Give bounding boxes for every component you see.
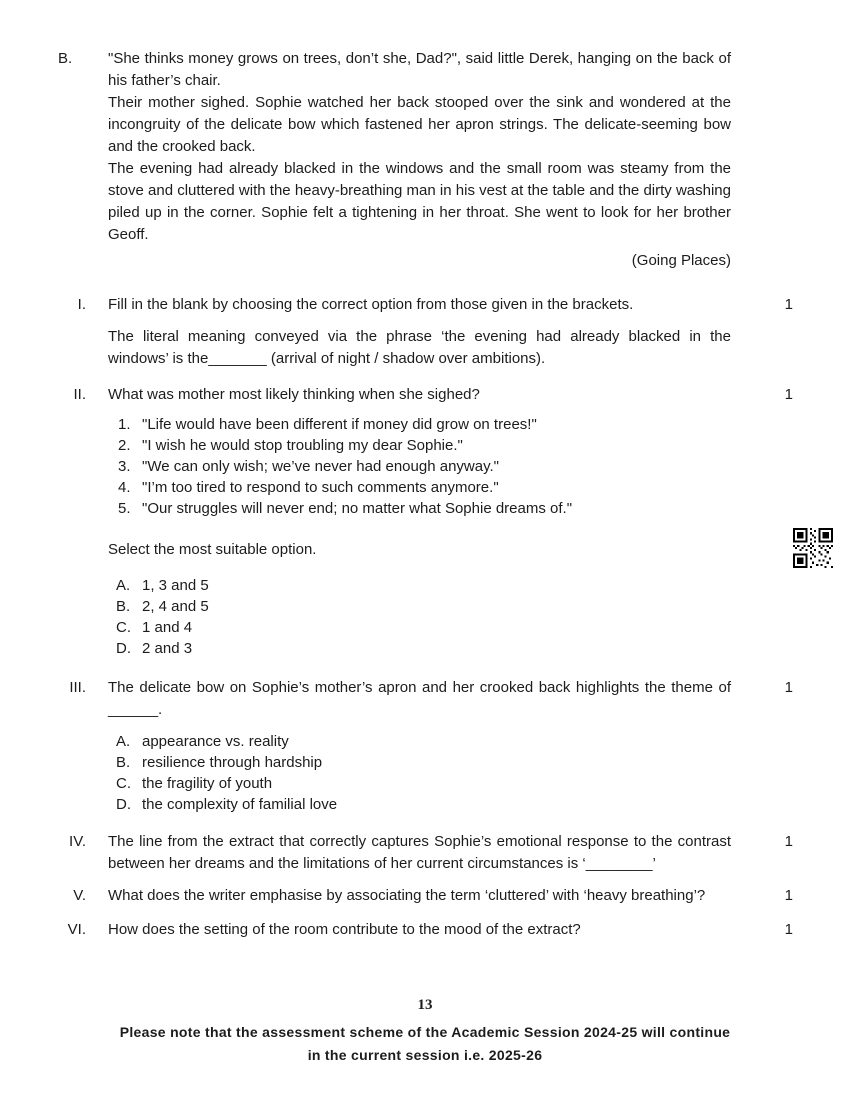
question-VI bbox=[58, 919, 793, 941]
extract-source: (Going Places) bbox=[631, 252, 731, 269]
option-letter: B. bbox=[116, 754, 131, 771]
question-VI-marks: 1 bbox=[784, 921, 793, 938]
option-text: 2, 4 and 5 bbox=[142, 598, 209, 615]
statement-number: 3. bbox=[118, 458, 131, 475]
question-II-number: II. bbox=[73, 386, 86, 403]
option-letter: C. bbox=[116, 775, 131, 792]
statement-text: "We can only wish; we’ve never had enough anyway." bbox=[142, 458, 499, 475]
statement-item bbox=[118, 477, 731, 498]
option-letter: A. bbox=[116, 733, 131, 750]
question-III-options bbox=[108, 731, 731, 815]
option-letter: B. bbox=[116, 598, 131, 615]
question-I bbox=[58, 294, 793, 370]
option-text: resilience through hardship bbox=[142, 754, 323, 771]
option-text: the complexity of familial love bbox=[142, 796, 338, 813]
question-IV bbox=[58, 831, 793, 875]
question-IV-marks: 1 bbox=[784, 833, 793, 850]
option-text: appearance vs. reality bbox=[142, 733, 289, 750]
question-II-statements bbox=[108, 414, 731, 519]
statement-item bbox=[118, 414, 731, 435]
statement-item bbox=[118, 498, 731, 519]
qr-code bbox=[793, 528, 833, 568]
assessment-note-line-1: Please note that the assessment scheme of the Academic Session 2024-25 will continue bbox=[119, 1024, 731, 1040]
question-I-number: I. bbox=[77, 296, 86, 313]
option-letter: C. bbox=[116, 619, 131, 636]
statement-number: 1. bbox=[118, 416, 131, 433]
question-I-marks: 1 bbox=[784, 296, 793, 313]
option-text: 1 and 4 bbox=[142, 619, 193, 636]
question-IV-number: IV. bbox=[69, 833, 86, 850]
option-item bbox=[116, 773, 731, 794]
extract-label: B. bbox=[58, 50, 73, 67]
statement-text: "I wish he would stop troubling my dear Sophie." bbox=[142, 437, 463, 454]
question-V-marks: 1 bbox=[784, 887, 793, 904]
extract-text bbox=[108, 48, 731, 272]
option-letter: A. bbox=[116, 577, 131, 594]
assessment-note-line-2: in the current session i.e. 2025-26 bbox=[307, 1047, 543, 1063]
option-item bbox=[116, 752, 731, 773]
question-II-select-label: Select the most suitable option. bbox=[108, 541, 317, 558]
statement-text: "I’m too tired to respond to such comments anymore." bbox=[142, 479, 499, 496]
question-I-body: The literal meaning conveyed via the phrase ‘the evening had already blacked in the windows’ is the_______ (arrival of night / shadow over ambitions). bbox=[108, 328, 731, 367]
question-VI-prompt: How does the setting of the room contribute to the mood of the extract? bbox=[108, 921, 581, 938]
option-letter: D. bbox=[116, 796, 131, 813]
option-text: 1, 3 and 5 bbox=[142, 577, 209, 594]
question-II-marks: 1 bbox=[784, 386, 793, 403]
assessment-note bbox=[0, 1021, 850, 1067]
option-item bbox=[116, 638, 731, 659]
question-I-prompt: Fill in the blank by choosing the correct option from those given in the brackets. bbox=[108, 296, 634, 313]
question-V-number: V. bbox=[73, 887, 86, 904]
page-number: 13 bbox=[417, 997, 433, 1013]
question-II-options bbox=[108, 575, 731, 659]
option-text: the fragility of youth bbox=[142, 775, 273, 792]
question-III-number: III. bbox=[69, 679, 86, 696]
question-VI-number: VI. bbox=[67, 921, 86, 938]
question-V-prompt: What does the writer emphasise by associating the term ‘cluttered’ with ‘heavy breathing’? bbox=[108, 887, 706, 904]
question-III-prompt: The delicate bow on Sophie’s mother’s apron and her crooked back highlights the theme of ______. bbox=[108, 679, 731, 718]
extract-paragraph-2: Their mother sighed. Sophie watched her back stooped over the sink and wondered at the incongruity of the delicate bow which fastened her apron strings. The delicate-seeming bow and the crooked back. bbox=[108, 94, 731, 155]
option-letter: D. bbox=[116, 640, 131, 657]
option-item bbox=[116, 575, 731, 596]
statement-text: "Our struggles will never end; no matter what Sophie dreams of." bbox=[142, 500, 573, 517]
extract-paragraph-1: "She thinks money grows on trees, don’t she, Dad?", said little Derek, hanging on the back of his father’s chair. bbox=[108, 50, 731, 89]
option-item bbox=[116, 794, 731, 815]
option-item bbox=[116, 731, 731, 752]
option-item bbox=[116, 596, 731, 617]
question-III-marks: 1 bbox=[784, 679, 793, 696]
statement-number: 5. bbox=[118, 500, 131, 517]
statement-text: "Life would have been different if money did grow on trees!" bbox=[142, 416, 537, 433]
extract-paragraph-3: The evening had already blacked in the windows and the small room was steamy from the stove and cluttered with the heavy-breathing man in his vest at the table and the dirty washing piled up in the corner. Sophie felt a tightening in her throat. She went to look for her brother Geoff. bbox=[108, 160, 731, 243]
extract-section bbox=[58, 48, 793, 272]
statement-item bbox=[118, 435, 731, 456]
question-V bbox=[58, 885, 793, 907]
question-III bbox=[58, 677, 793, 815]
page-footer bbox=[0, 995, 850, 1067]
question-II bbox=[58, 384, 793, 659]
option-item bbox=[116, 617, 731, 638]
option-text: 2 and 3 bbox=[142, 640, 193, 657]
question-II-prompt: What was mother most likely thinking when she sighed? bbox=[108, 386, 480, 403]
question-IV-prompt: The line from the extract that correctly captures Sophie’s emotional response to the contrast between her dreams and the limitations of her current circumstances is ‘________’ bbox=[108, 833, 731, 872]
statement-number: 2. bbox=[118, 437, 131, 454]
statement-item bbox=[118, 456, 731, 477]
statement-number: 4. bbox=[118, 479, 131, 496]
